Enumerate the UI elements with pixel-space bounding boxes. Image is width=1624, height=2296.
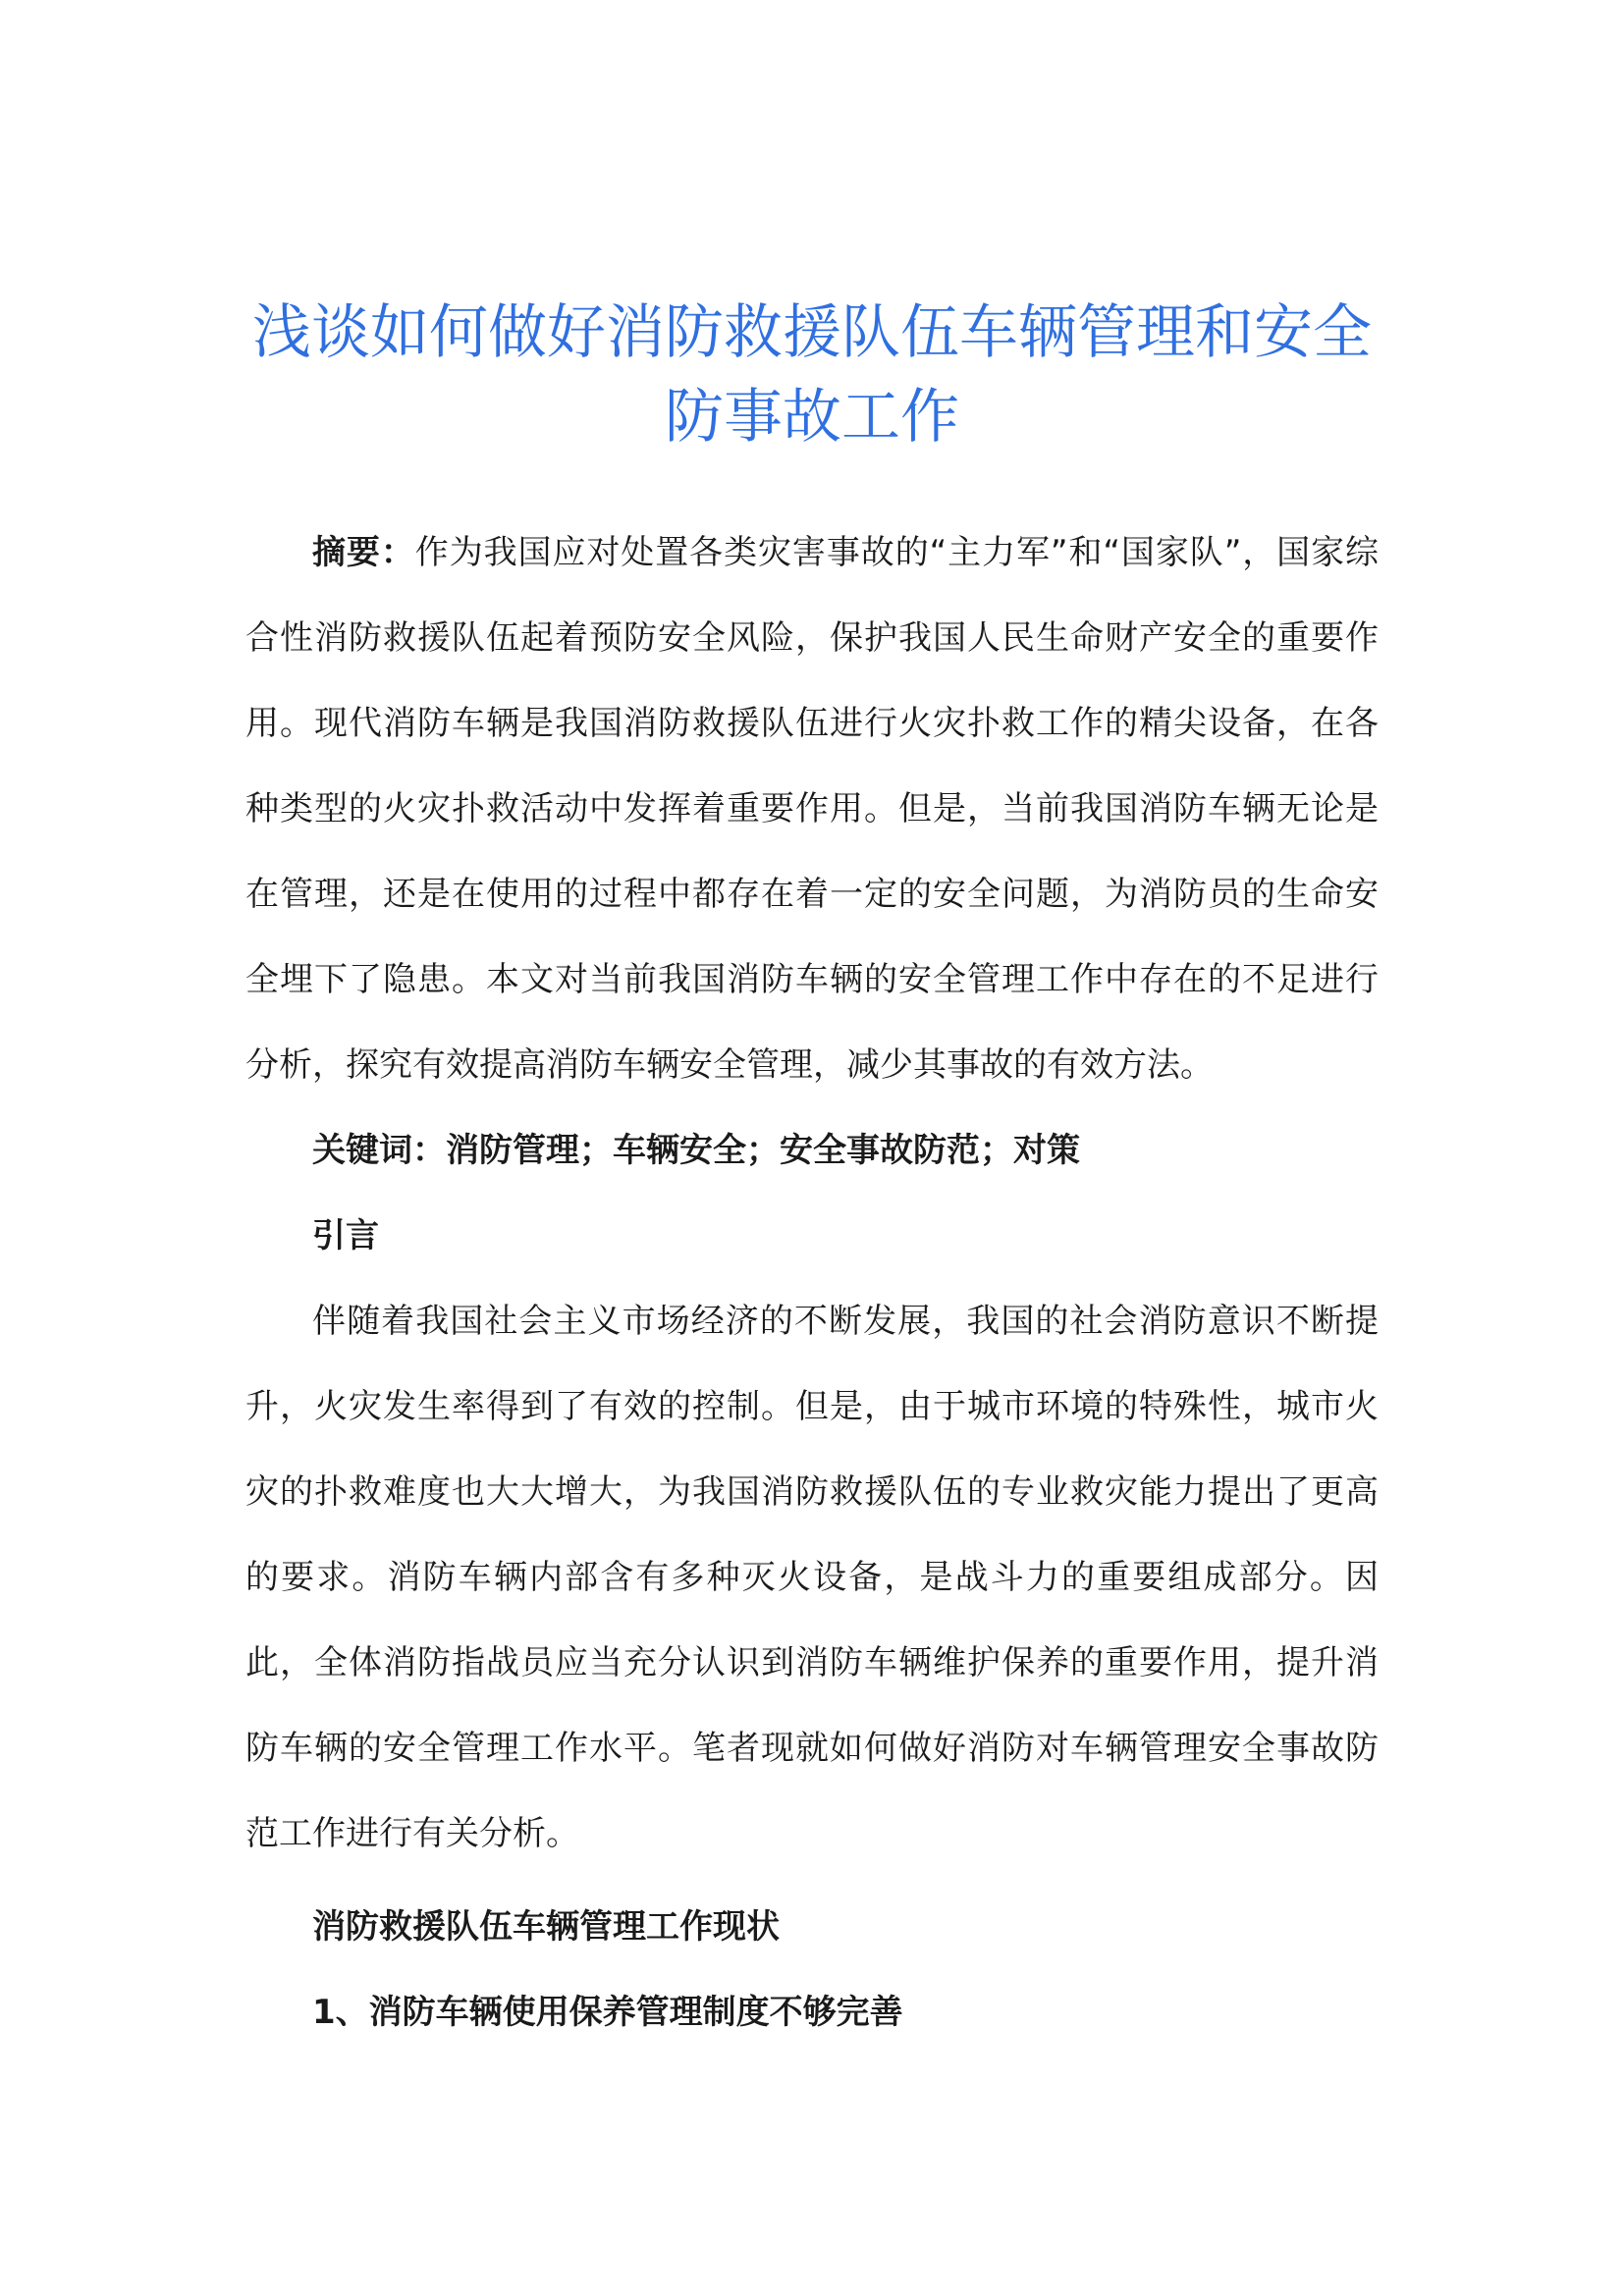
subsection-heading: 1、消防车辆使用保养管理制度不够完善 [312, 1993, 903, 2032]
intro-paragraph: 伴随着我国社会主义市场经济的不断发展，我国的社会消防意识不断提升，火灾发生率得到了有效的控制。但是，由于城市环境的特殊性，城市火灾的扑救难度也大大增大，为我国消防救援队伍的专业救灾能力提出了更高的要求。消防车辆内部含有多种灭火设备，是战斗力的重要组成部分。因此，全体消防指战员应当充分认识到消防车辆维护保养的重要作用，提升消防车辆的安全管理工作水平。笔者现就如何做好消防对车辆管理安全事故防范工作进行有关分析。 [245, 1302, 1379, 1853]
document-body [245, 510, 1379, 2056]
keywords-line: 关键词：消防管理；车辆安全；安全事故防范；对策 [312, 1131, 1080, 1170]
document-title: 浅谈如何做好消防救援队伍车辆管理和安全防事故工作 [252, 298, 1372, 452]
abstract-label: 摘要： [312, 533, 415, 572]
abstract-paragraph [245, 510, 1379, 1108]
abstract-text: 作为我国应对处置各类灾害事故的“主力军”和“国家队”，国家综合性消防救援队伍起着预防安全风险，保护我国人民生命财产安全的重要作用。现代消防车辆是我国消防救援队伍进行火灾扑救工作的精尖设备，在各种类型的火灾扑救活动中发挥着重要作用。但是，当前我国消防车辆无论是在管理，还是在使用的过程中都存在着一定的安全问题，为消防员的生命安全埋下了隐患。本文对当前我国消防车辆的安全管理工作中存在的不足进行分析，探究有效提高消防车辆安全管理，减少其事故的有效方法。 [245, 533, 1379, 1085]
section-heading: 消防救援队伍车辆管理工作现状 [312, 1907, 780, 1947]
intro-heading: 引言 [312, 1216, 379, 1255]
